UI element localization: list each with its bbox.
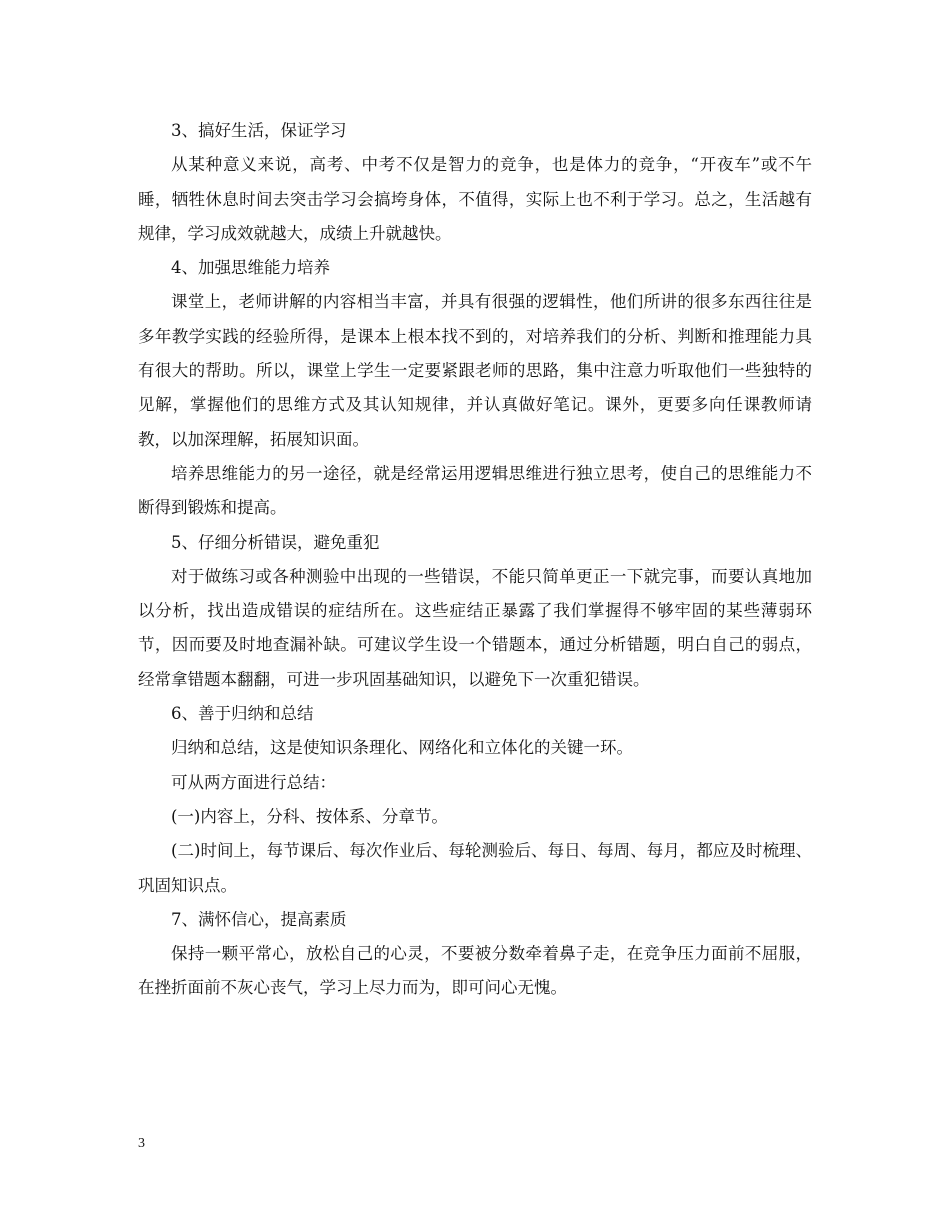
list-item: (一)内容上，分科、按体系、分章节。 xyxy=(171,806,448,826)
heading-6: 6、善于归纳和总结 xyxy=(171,704,314,724)
document-body xyxy=(138,114,812,1006)
paragraph: 保持一颗平常心，放松自己的心灵，不要被分数牵着鼻子走，在竞争压力面前不屈服，在挫折面前不灰心丧气，学习上尽力而为，即可问心无愧。 xyxy=(138,944,812,998)
paragraph: 培养思维能力的另一途径，就是经常运用逻辑思维进行独立思考，使自己的思维能力不断得到锻炼和提高。 xyxy=(138,463,812,518)
paragraph: 可从两方面进行总结： xyxy=(171,772,336,792)
page-number: 3 xyxy=(138,1136,145,1151)
heading-5: 5、仔细分析错误，避免重犯 xyxy=(171,532,380,552)
list-item: (二)时间上，每节课后、每次作业后、每轮测验后、每日、每周、每月，都应及时梳理、巩固知识点。 xyxy=(138,841,812,895)
paragraph: 从某种意义来说，高考、中考不仅是智力的竞争，也是体力的竞争，“开夜车”或不午睡，牺牲休息时间去突击学习会搞垮身体，不值得，实际上也不利于学习。总之，生活越有规律，学习成效就越大，成绩上升就越快。 xyxy=(138,155,812,243)
heading-3: 3、搞好生活，保证学习 xyxy=(171,121,347,140)
paragraph: 课堂上，老师讲解的内容相当丰富，并具有很强的逻辑性，他们所讲的很多东西往往是多年教学实践的经验所得，是课本上根本找不到的，对培养我们的分析、判断和推理能力具有很大的帮助。所以，课堂上学生一定要紧跟老师的思路，集中注意力听取他们一些独特的见解，掌握他们的思维方式及其认知规律，并认真做好笔记。课外，更要多向任课教师请教，以加深理解，拓展知识面。 xyxy=(138,292,812,449)
paragraph: 归纳和总结，这是使知识条理化、网络化和立体化的关键一环。 xyxy=(171,738,633,758)
paragraph: 对于做练习或各种测验中出现的一些错误，不能只简单更正一下就完事，而要认真地加以分析，找出造成错误的症结所在。这些症结正暴露了我们掌握得不够牢固的某些薄弱环节，因而要及时地查漏补缺。可建议学生设一个错题本，通过分析错题，明白自己的弱点，经常拿错题本翻翻，可进一步巩固基础知识，以避免下一次重犯错误。 xyxy=(138,566,812,689)
heading-4: 4、加强思维能力培养 xyxy=(171,258,330,278)
heading-7: 7、满怀信心，提高素质 xyxy=(171,909,347,929)
